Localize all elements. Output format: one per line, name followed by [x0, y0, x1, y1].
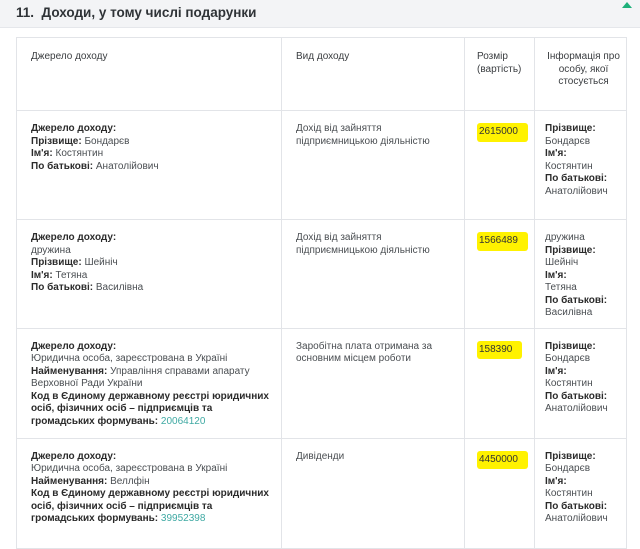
person-patronymic-label: По батькові: — [545, 500, 608, 512]
income-table — [16, 37, 627, 549]
registry-code-link[interactable]: 39952398 — [160, 513, 206, 524]
table-row — [17, 328, 627, 438]
source-label: Джерело доходу: — [31, 232, 117, 243]
table-header-row — [17, 38, 627, 111]
amount-value: 2615000 — [477, 123, 528, 142]
person-name: Костянтин — [545, 488, 593, 499]
amount-value: 4450000 — [477, 451, 528, 470]
registry-code-label: Код в Єдиному державному реєстрі юридичних осіб, фізичних осіб – підприємців та громадських формувань: — [31, 488, 269, 524]
table-row — [17, 438, 627, 548]
name-label: Ім'я: — [31, 269, 53, 281]
registry-code-link[interactable]: 20064120 — [160, 415, 206, 427]
header-info: Інформація про особу, якої стосується — [535, 38, 627, 111]
person-surname: Бондарєв — [545, 135, 591, 147]
source-text: дружина — [31, 244, 71, 256]
person-name: Тетяна — [545, 282, 577, 293]
person-surname-label: Прізвище: — [545, 123, 596, 134]
section-title — [16, 5, 257, 20]
org-name-value: Управління справами апарату Верховної Ради України — [31, 365, 250, 389]
source-text: Юридична особа, зареєстрована в Україні — [31, 463, 228, 474]
amount-cell — [465, 220, 535, 329]
person-name: Костянтин — [545, 378, 593, 389]
patronymic-value: Василівна — [95, 282, 144, 293]
source-cell — [17, 438, 282, 548]
section-number: 11. — [16, 5, 35, 20]
table-row — [17, 111, 627, 220]
person-name-label: Ім'я: — [545, 269, 567, 281]
person-name-label: Ім'я: — [545, 475, 567, 487]
amount-cell — [465, 438, 535, 548]
amount-cell — [465, 111, 535, 220]
surname-value: Бондарєв — [84, 135, 130, 147]
source-cell — [17, 220, 282, 329]
person-surname: Шейніч — [545, 257, 579, 268]
patronymic-label: По батькові: — [31, 160, 94, 172]
collapse-chevron-icon[interactable] — [622, 2, 632, 8]
person-info-cell — [535, 328, 627, 438]
surname-label: Прізвище: — [31, 257, 82, 268]
name-value: Тетяна — [55, 269, 88, 281]
org-name-label: Найменування: — [31, 365, 108, 377]
person-patronymic-label: По батькові: — [545, 390, 608, 402]
person-patronymic: Анатолійович — [545, 513, 608, 524]
patronymic-value: Анатолійович — [95, 160, 159, 172]
person-name: Костянтин — [545, 160, 593, 172]
person-surname-label: Прізвище: — [545, 244, 596, 256]
person-name-label: Ім'я: — [545, 148, 567, 159]
income-type-cell: Дохід від зайняття підприємницькою діяльністю — [282, 220, 465, 329]
header-amount: Розмір (вартість) — [465, 38, 535, 111]
amount-cell — [465, 328, 535, 438]
person-surname-label: Прізвище: — [545, 450, 596, 462]
registry-code-label: Код в Єдиному державному реєстрі юридичних осіб, фізичних осіб – підприємців та громадських формувань: — [31, 390, 269, 427]
name-label: Ім'я: — [31, 148, 53, 159]
person-surname: Бондарєв — [545, 353, 591, 364]
person-patronymic-label: По батькові: — [545, 294, 608, 306]
source-text: Юридична особа, зареєстрована в Україні — [31, 353, 228, 364]
source-label: Джерело доходу: — [31, 450, 117, 462]
person-relation: дружина — [545, 232, 585, 243]
patronymic-label: По батькові: — [31, 282, 94, 293]
header-source: Джерело доходу — [17, 38, 282, 111]
name-value: Костянтин — [55, 148, 104, 159]
person-info-cell — [535, 220, 627, 329]
person-patronymic: Анатолійович — [545, 185, 608, 197]
person-surname-label: Прізвище: — [545, 340, 596, 352]
income-type-cell: Дивіденди — [282, 438, 465, 548]
person-patronymic: Анатолійович — [545, 403, 608, 414]
person-info-cell — [535, 438, 627, 548]
person-info-cell — [535, 111, 627, 220]
surname-value: Шейніч — [84, 257, 118, 268]
org-name-value: Веллфін — [110, 475, 150, 487]
table-row — [17, 220, 627, 329]
income-type-cell: Дохід від зайняття підприємницькою діяльністю — [282, 111, 465, 220]
section-title-text: Доходи, у тому числі подарунки — [41, 5, 257, 20]
person-name-label: Ім'я: — [545, 365, 567, 377]
amount-value: 158390 — [477, 341, 522, 360]
section-header[interactable] — [0, 0, 640, 28]
income-type-cell: Заробітна плата отримана за основним місцем роботи — [282, 328, 465, 438]
surname-label: Прізвище: — [31, 135, 82, 147]
amount-value: 1566489 — [477, 232, 528, 251]
person-surname: Бондарєв — [545, 463, 591, 474]
header-type: Вид доходу — [282, 38, 465, 111]
person-patronymic-label: По батькові: — [545, 173, 608, 184]
org-name-label: Найменування: — [31, 475, 108, 487]
source-cell — [17, 111, 282, 220]
source-label: Джерело доходу: — [31, 340, 117, 352]
source-label: Джерело доходу: — [31, 123, 117, 134]
source-cell — [17, 328, 282, 438]
person-patronymic: Василівна — [545, 307, 593, 318]
